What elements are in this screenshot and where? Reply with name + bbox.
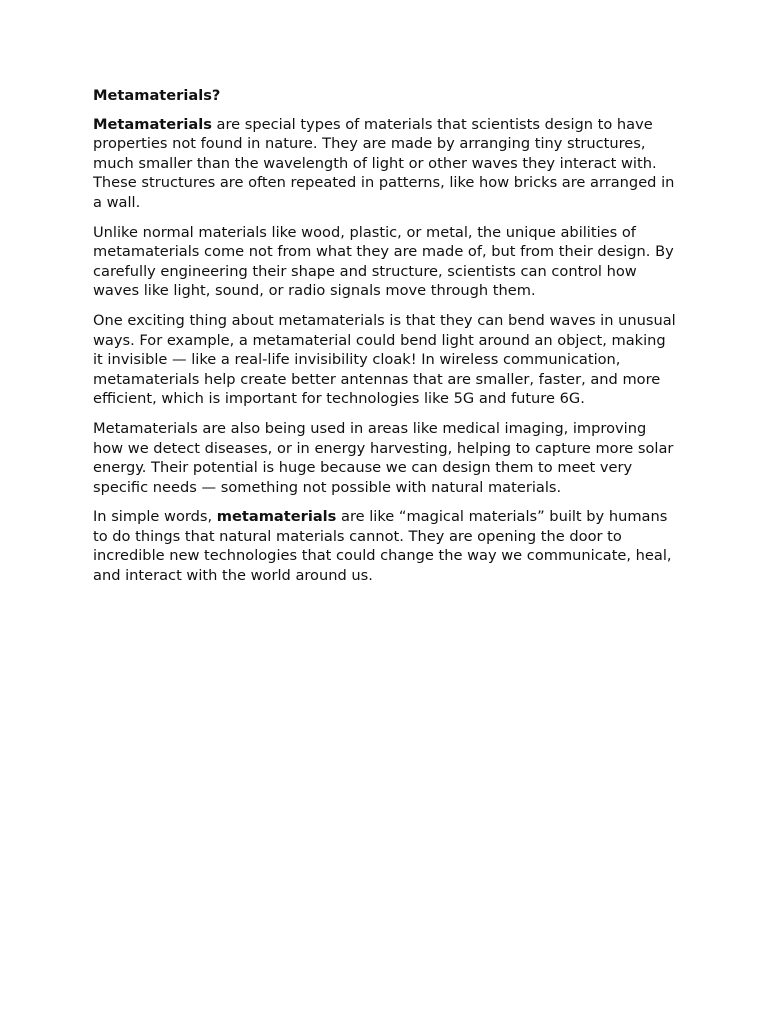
paragraph-intro-text: are special types of materials that scientists design to have properties not found in nature. They are made by arranging tiny structures, much smaller than the wavelength of light or other waves they interact with. These structures are often repeated in patterns, like how bricks are arranged in a wall. [93,115,675,211]
paragraph-summary [93,507,678,585]
document-body [93,86,678,596]
paragraph-summary-after: are like “magical materials” built by humans to do things that natural materials cannot. They are opening the door to incredible new technologies that could change the way we communicate, heal, and interact with the world around us. [93,508,672,585]
paragraph-applications: Metamaterials are also being used in areas like medical imaging, improving how we detect diseases, or in energy harvesting, helping to capture more solar energy. Their potential is huge because we can design them to meet very specific needs — something not possible with natural materials. [93,419,674,496]
paragraph-summary-before: In simple words, [93,508,217,526]
paragraph-intro-lead: Metamaterials [93,115,212,133]
document-title: Metamaterials? [93,87,221,104]
paragraph-bending-waves: One exciting thing about metamaterials is that they can bend waves in unusual ways. For example, a metamaterial could bend light around an object, making it invisible — like a real-life invisibility cloak! In wireless communication, metamaterials help create better antennas that are smaller, faster, and more efficient, which is important for technologies like 5G and future 6G. [93,311,676,408]
paragraph-intro [93,115,678,213]
paragraph-summary-bold: metamaterials [216,508,337,526]
paragraph-design: Unlike normal materials like wood, plastic, or metal, the unique abilities of metamaterials come not from what they are made of, but from their design. By carefully engineering their shape and structure, scientists can control how waves like light, sound, or radio signals move through them. [93,223,674,300]
